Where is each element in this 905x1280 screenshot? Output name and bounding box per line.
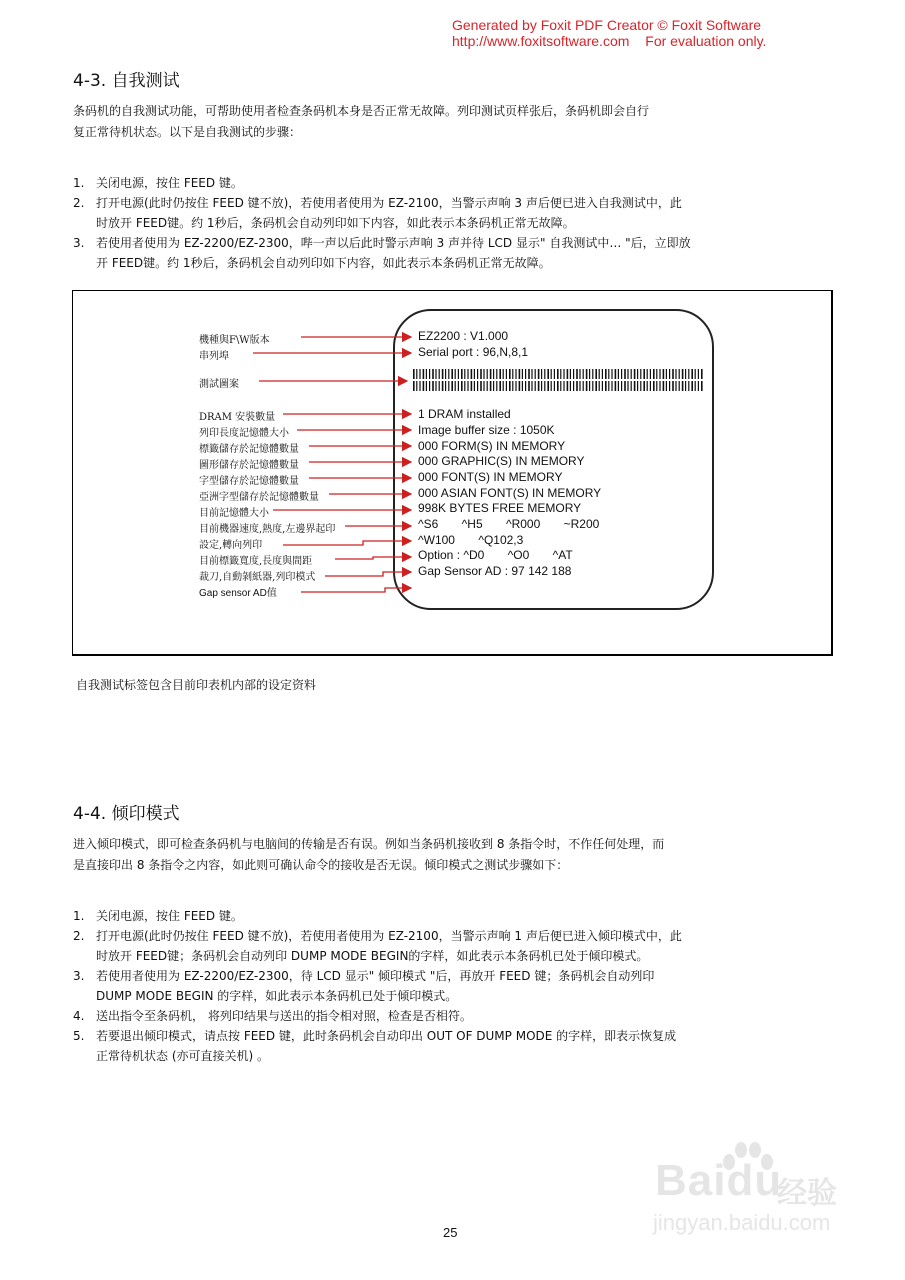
watermark-url-line bbox=[452, 33, 892, 49]
step-text-cont: 开 FEED键。约 1秒后，条码机会自动列印如下内容，如此表示本条码机正常无故障。 bbox=[96, 256, 551, 270]
step-number: 2. bbox=[73, 929, 85, 943]
step-number: 2. bbox=[73, 196, 85, 210]
intro-line: 进入倾印模式，即可检查条码机与电脑间的传输是否有误。例如当条码机接收到 8 条指令时，不作任何处理，而 bbox=[73, 837, 665, 851]
figure-label: 標籤儲存於記憶體數量 bbox=[199, 444, 299, 455]
ticket-line: 998K BYTES FREE MEMORY bbox=[418, 501, 582, 515]
step-text: 打开电源(此时仍按住 FEED 键不放)，若使用者使用为 EZ-2100，当警示声响 1 声后便已进入倾印模式中，此 bbox=[96, 929, 682, 943]
ticket-line: 000 ASIAN FONT(S) IN MEMORY bbox=[418, 486, 602, 500]
step-item bbox=[73, 1006, 793, 1026]
step-item bbox=[73, 906, 793, 926]
figure-label: 字型儲存於記憶體數量 bbox=[199, 476, 299, 487]
step-number: 4. bbox=[73, 1009, 85, 1023]
step-item bbox=[73, 193, 793, 233]
intro-line: 复正常待机状态。以下是自我测试的步骤： bbox=[73, 125, 302, 139]
figure-label: 列印長度記憶體大小 bbox=[199, 428, 289, 439]
figure-label: DRAM 安裝數量 bbox=[199, 412, 276, 423]
step-text-cont: DUMP MODE BEGIN 的字样，如此表示本条码机已处于倾印模式。 bbox=[96, 989, 458, 1003]
step-text: 关闭电源，按住 FEED 键。 bbox=[96, 176, 243, 190]
figure-label: 目前記憶體大小 bbox=[199, 508, 269, 519]
figure-label: 裁刀,自動剝紙器,列印模式 bbox=[199, 572, 316, 583]
ticket-line: Image buffer size : 1050K bbox=[418, 423, 555, 437]
step-text: 打开电源(此时仍按住 FEED 键不放)，若使用者使用为 EZ-2100，当警示声响 3 声后便已进入自我测试中，此 bbox=[96, 196, 682, 210]
step-item bbox=[73, 926, 793, 966]
figure-label: 測試圖案 bbox=[199, 379, 239, 390]
step-text: 送出指令至条码机， 将列印结果与送出的指令相对照，检查是否相符。 bbox=[96, 1009, 472, 1023]
baidu-watermark bbox=[645, 1140, 865, 1240]
step-item bbox=[73, 233, 793, 273]
ticket-line: Gap Sensor AD : 97 142 188 bbox=[418, 564, 572, 578]
ticket-line: ^W100 ^Q102,3 bbox=[418, 533, 524, 547]
step-item bbox=[73, 966, 793, 1006]
ticket-line: ^S6 ^H5 ^R000 ~R200 bbox=[418, 517, 600, 531]
figure-label: 目前標籤寬度,長度與間距 bbox=[199, 556, 313, 567]
step-text: 若使用者使用为 EZ-2200/EZ-2300，哔一声以后此时警示声响 3 声并待 LCD 显示" 自我测试中… "后，立即放 bbox=[96, 236, 691, 250]
arrow-gap-sensor bbox=[301, 588, 411, 592]
step-text-cont: 正常待机状态 (亦可直接关机) 。 bbox=[96, 1049, 269, 1063]
watermark-note: For evaluation only. bbox=[645, 33, 767, 49]
watermark-line: Generated by Foxit PDF Creator © Foxit Software bbox=[452, 17, 762, 33]
ticket-line: EZ2200 : V1.000 bbox=[418, 329, 509, 343]
arrow-print-dir bbox=[283, 541, 411, 545]
figure-label: Gap sensor AD值 bbox=[199, 588, 277, 599]
figure-label: 圖形儲存於記憶體數量 bbox=[199, 460, 299, 471]
ticket-line: 000 GRAPHIC(S) IN MEMORY bbox=[418, 454, 585, 468]
self-test-intro bbox=[73, 101, 773, 143]
figure-label: 目前機器速度,熱度,左邊界起印 bbox=[199, 524, 336, 535]
figure-label: 亞洲字型儲存於記憶體數量 bbox=[199, 492, 319, 503]
ticket-line: Serial port : 96,N,8,1 bbox=[418, 345, 529, 359]
intro-line: 是直接印出 8 条指令之内容，如此则可确认命令的接收是否无误。倾印模式之测试步骤如下： bbox=[73, 858, 569, 872]
step-number: 1. bbox=[73, 909, 85, 923]
foxit-watermark bbox=[452, 17, 892, 49]
step-number: 3. bbox=[73, 236, 85, 250]
dump-mode-steps bbox=[73, 906, 793, 1066]
ticket-line: Option : ^D0 ^O0 ^AT bbox=[418, 548, 573, 562]
page-number: 25 bbox=[443, 1225, 458, 1240]
step-text: 若要退出倾印模式，请点按 FEED 键，此时条码机会自动印出 OUT OF DUMP MODE 的字样，即表示恢复成 bbox=[96, 1029, 677, 1043]
watermark-url[interactable]: http://www.foxitsoftware.com bbox=[452, 33, 630, 49]
figure-label: 串列埠 bbox=[199, 351, 229, 362]
step-number: 3. bbox=[73, 969, 85, 983]
arrow-label-width bbox=[335, 557, 411, 559]
step-text: 若使用者使用为 EZ-2200/EZ-2300，待 LCD 显示" 倾印模式 "后，再放开 FEED 键；条码机会自动列印 bbox=[96, 969, 655, 983]
ticket-line: 1 DRAM installed bbox=[418, 407, 511, 421]
baidu-url: jingyan.baidu.com bbox=[653, 1210, 831, 1235]
ticket-line: 000 FORM(S) IN MEMORY bbox=[418, 439, 566, 453]
step-text-cont: 时放开 FEED键；条码机会自动列印 DUMP MODE BEGIN的字样，如此表示本条码机已处于倾印模式。 bbox=[96, 949, 649, 963]
step-number: 5. bbox=[73, 1029, 85, 1043]
step-item bbox=[73, 1026, 793, 1066]
figure-caption: 自我测试标签包含目前印表机内部的设定资料 bbox=[76, 678, 317, 692]
figure-label: 設定,轉向列印 bbox=[199, 540, 263, 551]
arrow-cutter-mode bbox=[325, 572, 411, 576]
section-title-self-test: 4-3. 自我测试 bbox=[73, 71, 180, 91]
step-text-cont: 时放开 FEED键。约 1秒后，条码机会自动列印如下内容，如此表示本条码机正常无故障。 bbox=[96, 216, 575, 230]
figure-label: 機種與F\W版本 bbox=[199, 335, 270, 346]
self-test-figure bbox=[72, 290, 833, 656]
baidu-logo-cn: 经验 bbox=[777, 1176, 837, 1211]
step-text: 关闭电源，按住 FEED 键。 bbox=[96, 909, 243, 923]
self-test-steps bbox=[73, 173, 793, 273]
baidu-logo-text: Baidu bbox=[655, 1156, 783, 1205]
step-item bbox=[73, 173, 793, 193]
ticket-line: 000 FONT(S) IN MEMORY bbox=[418, 470, 563, 484]
step-number: 1. bbox=[73, 176, 85, 190]
section-title-dump-mode: 4-4. 倾印模式 bbox=[73, 804, 180, 824]
label-arrows bbox=[73, 291, 832, 655]
intro-line: 条码机的自我测试功能，可帮助使用者检查条码机本身是否正常无故障。列印测试页样张后，条码机即会自行 bbox=[73, 104, 650, 118]
dump-mode-intro bbox=[73, 834, 773, 876]
